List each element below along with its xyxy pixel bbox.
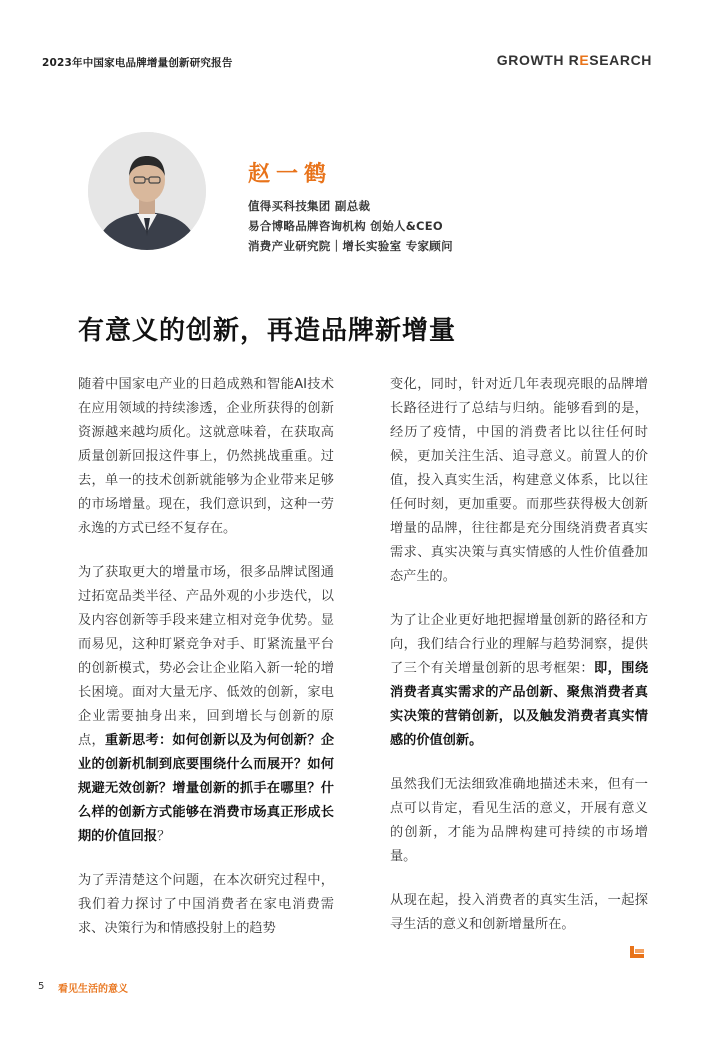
brand-text-right: SEARCH bbox=[589, 52, 652, 68]
paragraph-6: 虽然我们无法细致准确地描述未来，但有一点可以肯定，看见生活的意义，开展有意义的创新，才能为品牌构建可持续的市场增量。 bbox=[390, 777, 648, 864]
person-portrait-icon bbox=[88, 132, 206, 250]
paragraph-2 bbox=[78, 561, 334, 849]
paragraph-5-text: 为了让企业更好地把握增量创新的路径和方向，我们结合行业的理解与趋势洞察，提供了三个有关增量创新的思考框架： bbox=[390, 613, 648, 676]
paragraph-3: 为了弄清楚这个问题，在本次研究过程中，我们着力探讨了中国消费者在家电消费需求、决策行为和情感投射上的趋势 bbox=[78, 873, 334, 936]
brand-logo bbox=[497, 52, 652, 68]
page-number: 5 bbox=[38, 981, 45, 992]
paragraph-5-emphasis: 即，围绕消费者真实需求的产品创新、聚焦消费者真实决策的营销创新，以及触发消费者真实情感的价值创新。 bbox=[390, 661, 649, 748]
author-name: 赵一鹤 bbox=[248, 162, 333, 187]
footer-section-label: 看见生活的意义 bbox=[58, 984, 128, 995]
orange-corner-mark-icon bbox=[630, 946, 644, 958]
body-column-left bbox=[78, 373, 334, 961]
paragraph-7: 从现在起，投入消费者的真实生活，一起探寻生活的意义和创新增量所在。 bbox=[390, 893, 648, 932]
paragraph-2-end: ？ bbox=[157, 829, 171, 844]
report-title: 2023年中国家电品牌增量创新研究报告 bbox=[42, 57, 233, 69]
author-avatar bbox=[88, 132, 206, 250]
paragraph-5 bbox=[390, 609, 648, 753]
author-role-1: 值得买科技集团 副总裁 bbox=[248, 199, 371, 213]
paragraph-4: 变化，同时，针对近几年表现亮眼的品牌增长路径进行了总结与归纳。能够看到的是，经历了疫情，中国的消费者比以往任何时候，更加关注生活、追寻意义。前置人的价值，投入真实生活，构建意义体系，比以往任何时刻，更加重要。而那些获得极大创新增量的品牌，往往都是充分围绕消费者真实需求、真实决策与真实情感的人性价值叠加态产生的。 bbox=[390, 377, 648, 584]
author-role-2: 易合博略品牌咨询机构 创始人&CEO bbox=[248, 219, 444, 233]
paragraph-2-emphasis: 重新思考：如何创新以及为何创新？企业的创新机制到底要围绕什么而展开？如何规避无效创新？增量创新的抓手在哪里？什么样的创新方式能够在消费市场真正形成长期的价值回报 bbox=[78, 733, 335, 844]
body-column-right bbox=[390, 373, 648, 957]
paragraph-2-text: 为了获取更大的增量市场，很多品牌试图通过拓宽品类半径、产品外观的小步迭代，以及内容创新等手段来建立相对竞争优势。显而易见，这种盯紧竞争对手、盯紧流量平台的创新模式，势必会让企业陷入新一轮的增长困境。面对大量无序、低效的创新，家电企业需要抽身出来，回到增长与创新的原点， bbox=[78, 565, 334, 748]
author-role-3: 消费产业研究院｜增长实验室 专家顾问 bbox=[248, 239, 453, 253]
page-headline: 有意义的创新，再造品牌新增量 bbox=[78, 316, 457, 346]
paragraph-1: 随着中国家电产业的日趋成熟和智能AI技术在应用领域的持续渗透，企业所获得的创新资源越来越均质化。这就意味着，在获取高质量创新回报这件事上，仍然挑战重重。过去，单一的技术创新就能够为企业带来足够的市场增量。现在，我们意识到，这种一劳永逸的方式已经不复存在。 bbox=[78, 377, 334, 536]
brand-text-left: GROWTH R bbox=[496, 52, 580, 68]
brand-text-accent: E bbox=[579, 52, 590, 68]
